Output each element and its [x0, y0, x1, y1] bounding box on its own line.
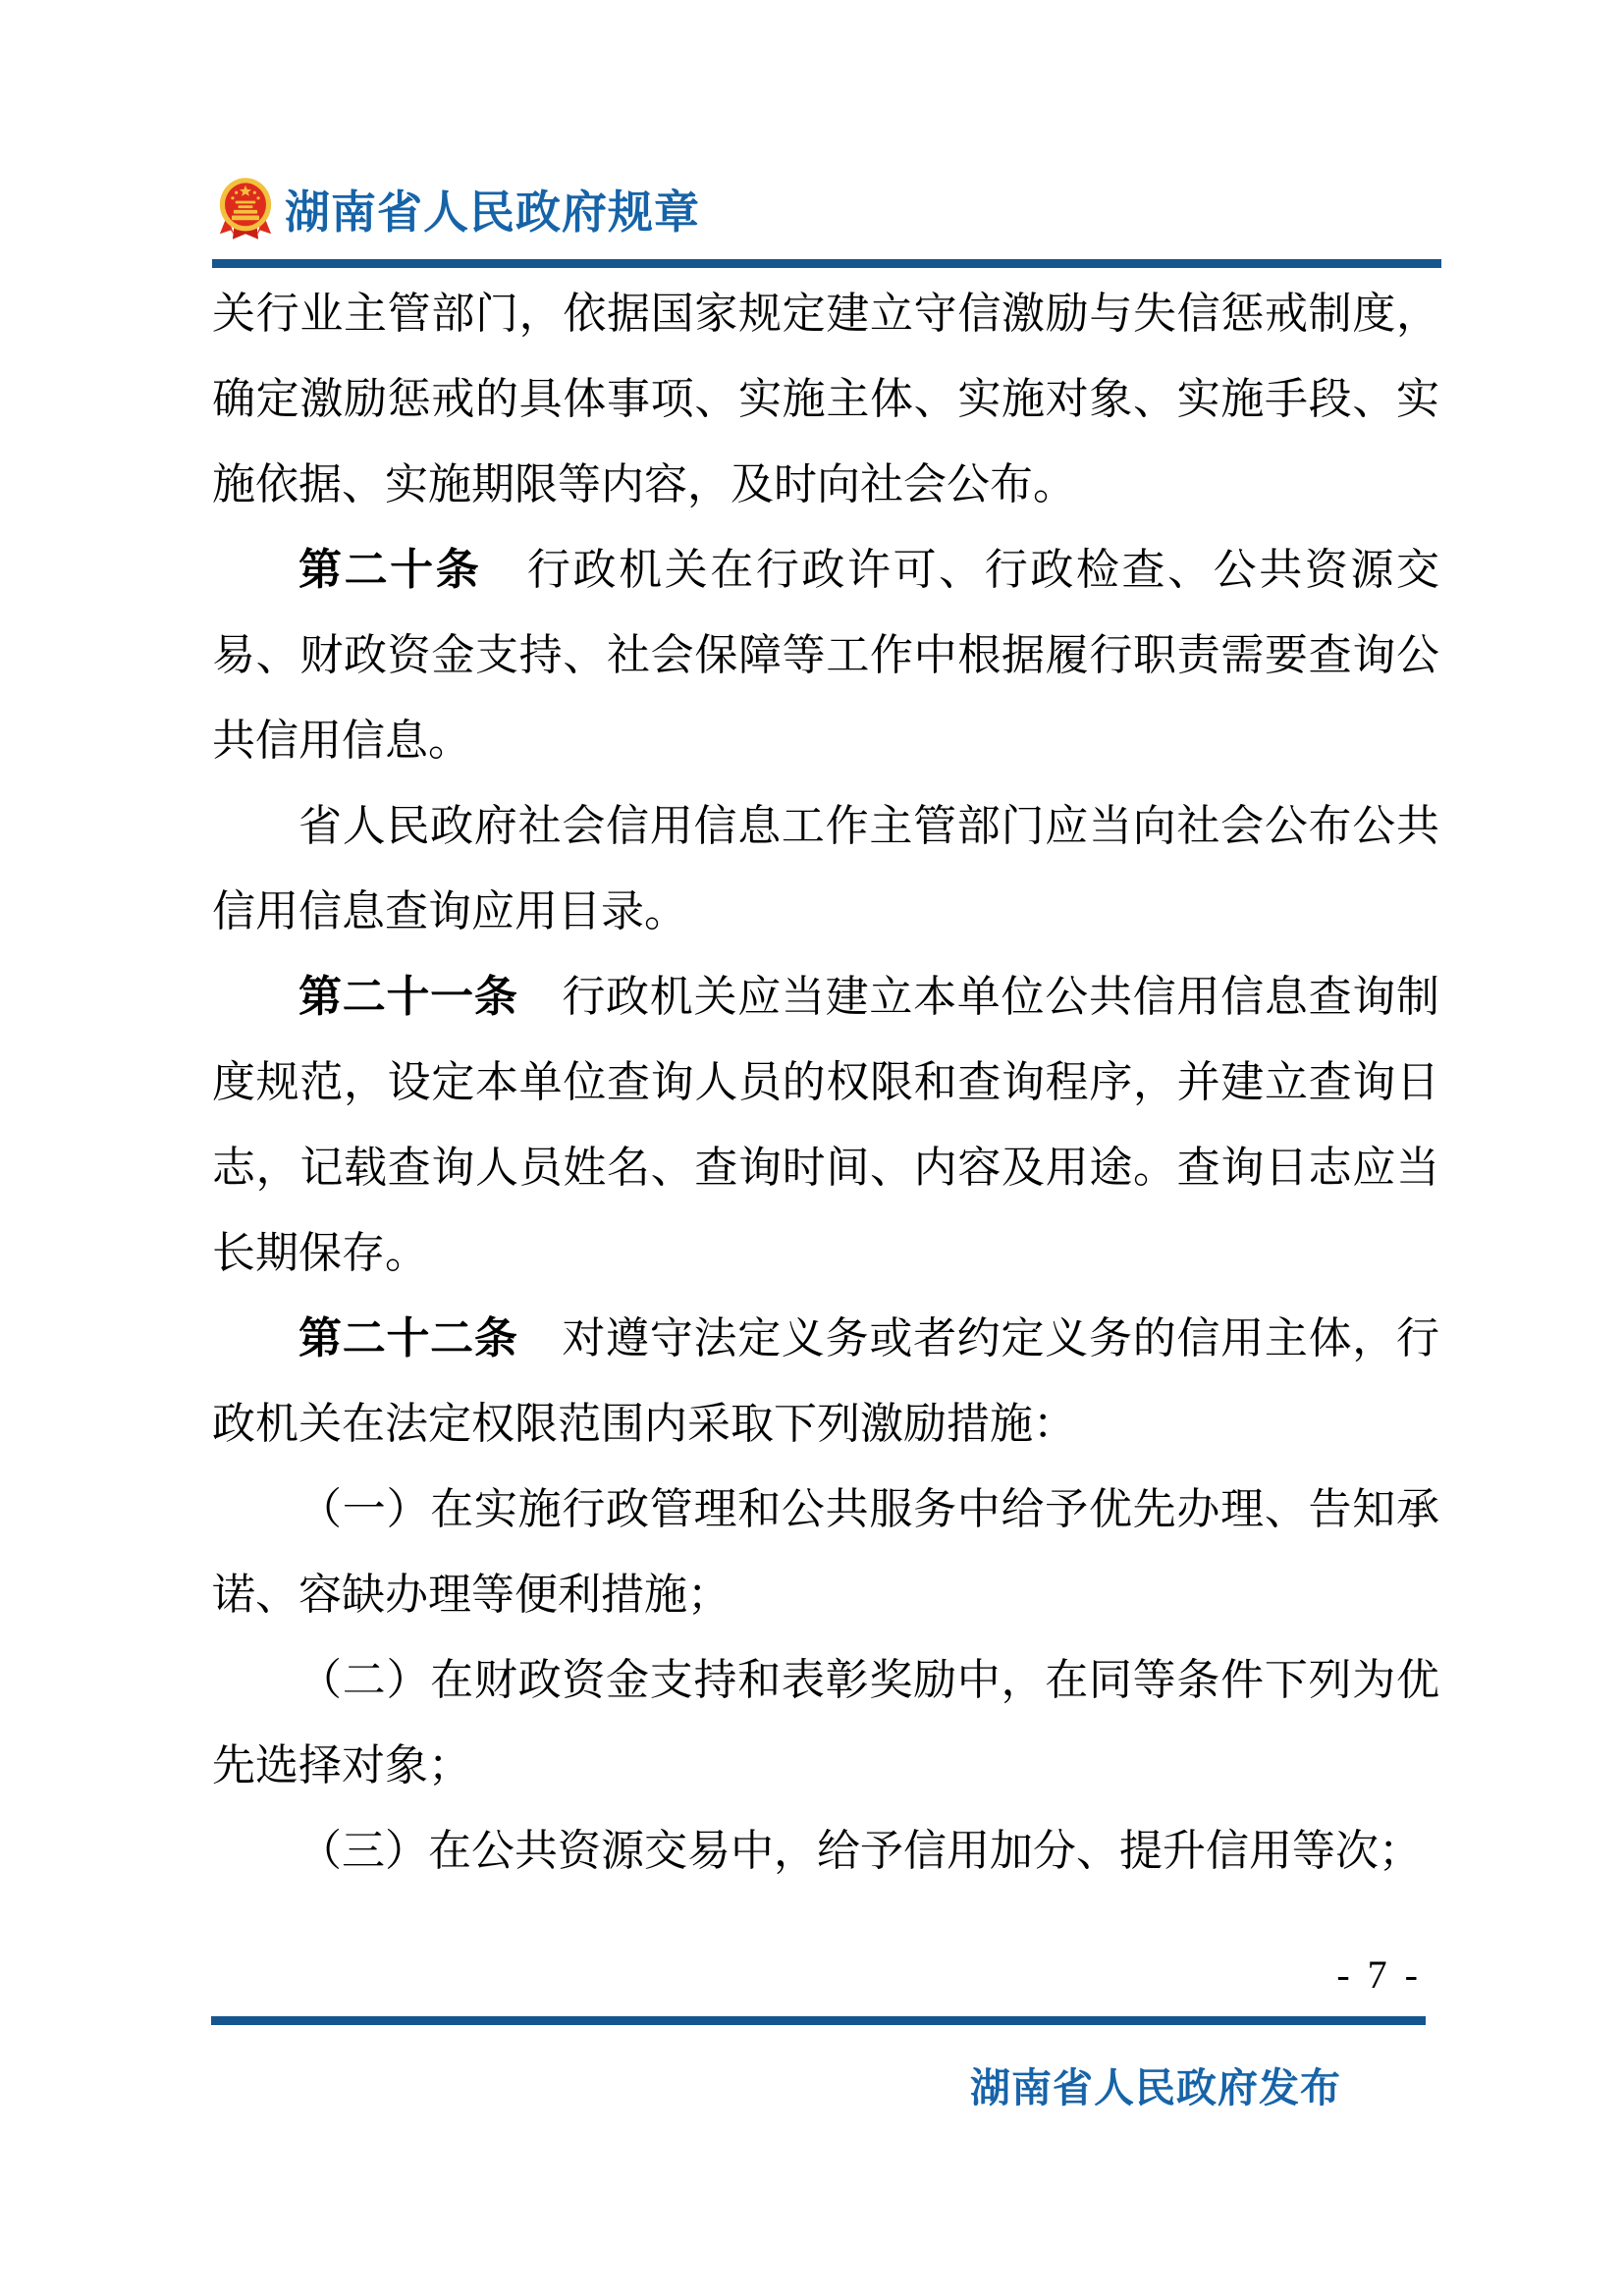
publisher-label: 湖南省人民政府发布: [970, 2065, 1341, 2110]
article-number: 第二十二条: [298, 1314, 518, 1362]
paragraph: （三）在公共资源交易中，给予信用加分、提升信用等次；: [298, 1827, 1422, 1875]
document-body: [212, 271, 1439, 1894]
page-title: 湖南省人民政府规章: [285, 187, 700, 238]
paragraph: 第二十一条 行政机关应当建立本单位公共信用信息查询制度规范，设定本单位查询人员的权限和查询程序，并建立查询日志，记载查询人员姓名、查询时间、内容及用途。查询日志应当长期保存。: [212, 973, 1440, 1277]
paragraph: 第二十条 行政机关在行政许可、行政检查、公共资源交易、财政资金支持、社会保障等工作中根据履行职责需要查询公共信用信息。: [212, 546, 1440, 765]
national-emblem-icon: [218, 177, 273, 241]
footer-divider-rule: [211, 2016, 1426, 2025]
page-number: - 7 -: [1336, 1952, 1422, 1997]
article-number: 第二十一条: [298, 973, 518, 1021]
paragraph: （一）在实施行政管理和公共服务中给予优先办理、告知承诺、容缺办理等便利措施；: [212, 1485, 1439, 1619]
paragraph: （二）在财政资金支持和表彰奖励中，在同等条件下列为优先选择对象；: [212, 1656, 1439, 1789]
header-divider-rule: [212, 259, 1441, 268]
paragraph: 关行业主管部门，依据国家规定建立守信激励与失信惩戒制度，确定激励惩戒的具体事项、实施主体、实施对象、实施手段、实施依据、实施期限等内容，及时向社会公布。: [212, 290, 1439, 508]
paragraph: 省人民政府社会信用信息工作主管部门应当向社会公布公共信用信息查询应用目录。: [212, 802, 1439, 935]
article-number: 第二十条: [298, 546, 482, 594]
paragraph: 第二十二条 对遵守法定义务或者约定义务的信用主体，行政机关在法定权限范围内采取下列激励措施：: [212, 1314, 1440, 1448]
page-header: [218, 177, 700, 241]
